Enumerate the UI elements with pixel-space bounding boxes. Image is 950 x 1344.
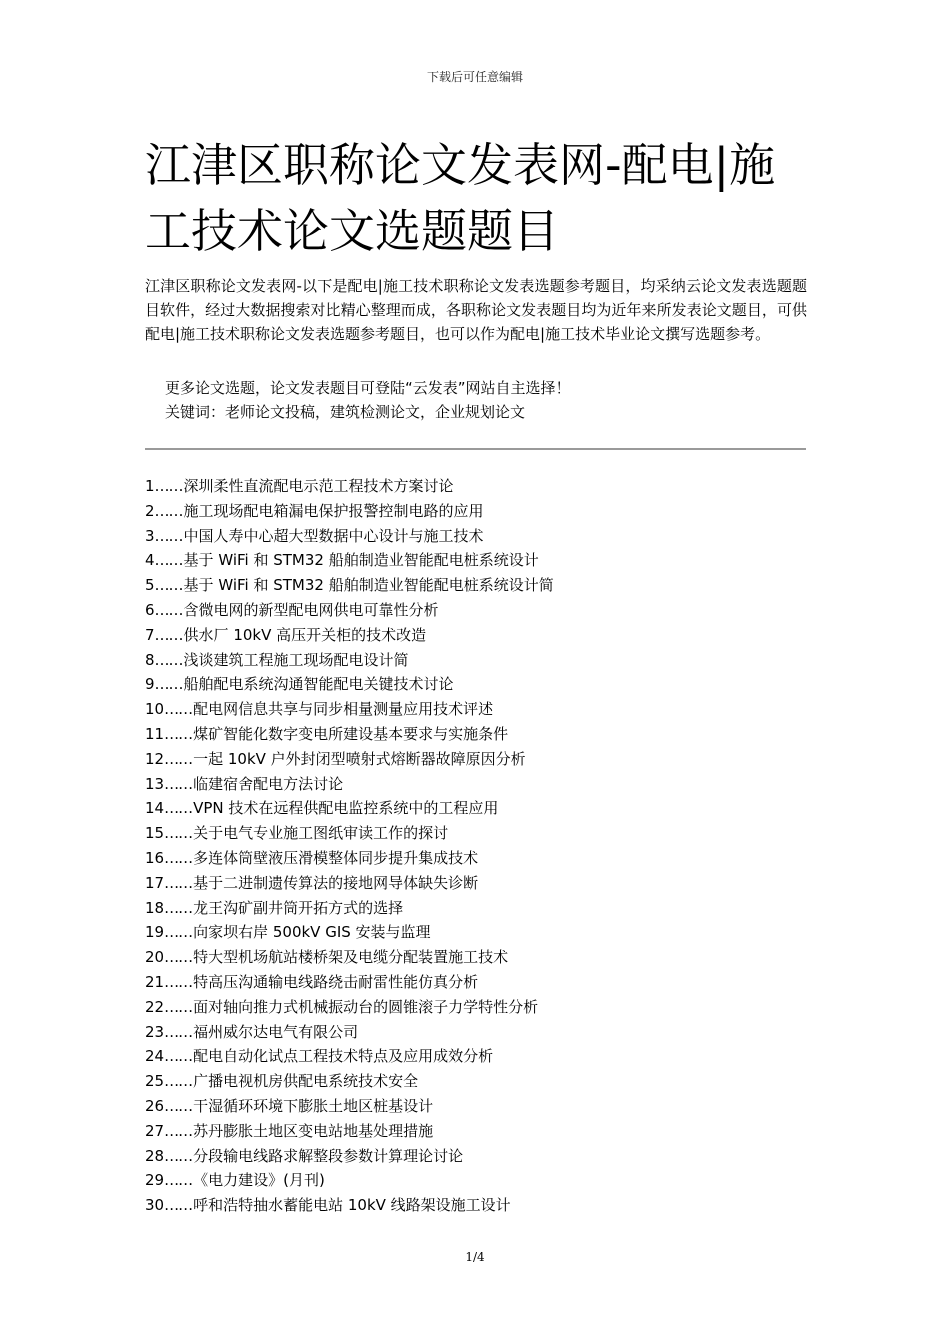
topic-number: 1 <box>145 477 155 495</box>
topic-number: 10 <box>145 700 165 719</box>
topic-number: 5 <box>145 576 155 595</box>
topic-leader-dots: …… <box>164 848 193 867</box>
topic-title: 施工现场配电箱漏电保护报警控制电路的应用 <box>183 501 484 520</box>
list-item <box>145 1168 807 1193</box>
list-item <box>145 920 807 945</box>
topic-leader-dots: …… <box>154 650 183 669</box>
topic-title: 特大型机场航站楼桥架及电缆分配装置施工技术 <box>193 948 509 967</box>
topic-title: 浅谈建筑工程施工现场配电设计简 <box>183 650 409 669</box>
list-item <box>145 796 807 821</box>
topic-title: 福州威尔达电气有限公司 <box>193 1022 359 1041</box>
topic-number: 11 <box>145 724 165 743</box>
topic-list <box>145 474 807 1218</box>
topic-title: 面对轴向推力式机械振动台的圆锥滚子力学特性分析 <box>193 997 539 1016</box>
topic-title: 基于 WiFi 和 STM32 船舶制造业智能配电桩系统设计 <box>183 551 539 570</box>
topic-leader-dots: …… <box>154 576 183 595</box>
topic-leader-dots: …… <box>164 898 193 917</box>
list-item <box>145 995 807 1020</box>
list-item <box>145 722 807 747</box>
intro-paragraph: 江津区职称论文发表网-以下是配电|施工技术职称论文发表选题参考题目，均采纳云论文发表选题题目软件，经过大数据搜索对比精心整理而成，各职称论文发表题目均为近年来所发表论文题目，可供配电|施工技术职称论文发表选题参考题目，也可以作为配电|施工技术毕业论文撰写选题参考。 <box>145 277 807 343</box>
topic-number: 20 <box>145 948 165 967</box>
list-item <box>145 524 807 549</box>
list-item <box>145 772 807 797</box>
topic-leader-dots: …… <box>154 526 183 545</box>
list-item <box>145 474 807 499</box>
list-item <box>145 821 807 846</box>
list-item <box>145 1144 807 1169</box>
keywords-line: 关键词：老师论文投稿，建筑检测论文，企业规划论文 <box>165 403 526 421</box>
topic-number: 21 <box>145 972 165 991</box>
topic-title: 关于电气专业施工图纸审读工作的探讨 <box>193 824 449 843</box>
list-item <box>145 598 807 623</box>
topic-number: 28 <box>145 1146 165 1165</box>
topic-number: 27 <box>145 1121 165 1140</box>
list-item <box>145 499 807 524</box>
topic-number: 29 <box>145 1171 165 1190</box>
topic-leader-dots: …… <box>164 1146 193 1165</box>
topic-title: 中国人寿中心超大型数据中心设计与施工技术 <box>183 526 484 545</box>
topic-number: 23 <box>145 1022 165 1041</box>
list-item <box>145 1193 807 1218</box>
topic-leader-dots: …… <box>164 1121 193 1140</box>
topic-number: 8 <box>145 650 155 669</box>
topic-number: 13 <box>145 774 165 793</box>
list-item <box>145 747 807 772</box>
list-item <box>145 1094 807 1119</box>
list-item <box>145 573 807 598</box>
topic-number: 15 <box>145 824 165 843</box>
topic-number: 3 <box>145 526 155 545</box>
topic-number: 26 <box>145 1096 165 1115</box>
list-item <box>145 1020 807 1045</box>
topic-leader-dots: …… <box>164 700 193 719</box>
topic-title: 干湿循环环境下膨胀土地区桩基设计 <box>193 1096 434 1115</box>
topic-leader-dots: …… <box>154 551 183 570</box>
list-item <box>145 846 807 871</box>
topic-leader-dots: …… <box>154 675 183 694</box>
topic-number: 2 <box>145 501 155 520</box>
topic-title: 《电力建设》(月刊) <box>193 1171 325 1190</box>
topic-number: 22 <box>145 997 165 1016</box>
topic-number: 4 <box>145 551 155 570</box>
topic-title: 供水厂 10kV 高压开关柜的技术改造 <box>183 625 427 644</box>
topic-number: 9 <box>145 675 155 694</box>
topic-title: 多连体筒壁液压滑模整体同步提升集成技术 <box>193 848 479 867</box>
topic-title: 广播电视机房供配电系统技术安全 <box>193 1072 419 1091</box>
topic-number: 16 <box>145 848 165 867</box>
topic-number: 6 <box>145 600 155 619</box>
topic-title: 呼和浩特抽水蓄能电站 10kV 线路架设施工设计 <box>193 1196 511 1215</box>
topic-leader-dots: …… <box>164 799 193 818</box>
list-item <box>145 548 807 573</box>
topic-number: 12 <box>145 749 165 768</box>
topic-leader-dots: …… <box>154 600 183 619</box>
list-item <box>145 697 807 722</box>
topic-title: 深圳柔性直流配电示范工程技术方案讨论 <box>183 477 454 495</box>
topic-title: 向家坝右岸 500kV GIS 安装与监理 <box>193 923 431 942</box>
topic-leader-dots: …… <box>164 972 193 991</box>
topic-leader-dots: …… <box>164 724 193 743</box>
topic-title: 基于二进制遗传算法的接地网导体缺失诊断 <box>193 873 479 892</box>
topic-number: 25 <box>145 1072 165 1091</box>
topic-leader-dots: …… <box>164 1047 193 1066</box>
topic-title: 临建宿舍配电方法讨论 <box>193 774 344 793</box>
topic-title: 配电网信息共享与同步相量测量应用技术评述 <box>193 700 494 719</box>
topic-number: 18 <box>145 898 165 917</box>
topic-leader-dots: …… <box>164 749 193 768</box>
topic-title: 基于 WiFi 和 STM32 船舶制造业智能配电桩系统设计简 <box>183 576 554 595</box>
topic-leader-dots: …… <box>164 997 193 1016</box>
list-item <box>145 871 807 896</box>
list-item <box>145 970 807 995</box>
topic-leader-dots: …… <box>164 873 193 892</box>
divider <box>145 448 806 450</box>
list-item <box>145 896 807 921</box>
list-item <box>145 1119 807 1144</box>
topic-number: 7 <box>145 625 155 644</box>
topic-title: 龙王沟矿副井筒开拓方式的选择 <box>193 898 404 917</box>
topic-title: 苏丹膨胀土地区变电站地基处理措施 <box>193 1121 434 1140</box>
list-item <box>145 1044 807 1069</box>
list-item <box>145 1069 807 1094</box>
topic-title: 船舶配电系统沟通智能配电关键技术讨论 <box>183 675 454 694</box>
topic-title: 含微电网的新型配电网供电可靠性分析 <box>183 600 439 619</box>
topic-leader-dots: …… <box>164 948 193 967</box>
topic-title: 分段输电线路求解整段参数计算理论讨论 <box>193 1146 464 1165</box>
topic-leader-dots: …… <box>164 1171 193 1190</box>
topic-leader-dots: …… <box>164 1096 193 1115</box>
page-number: 1/4 <box>465 1250 485 1264</box>
topic-title: 配电自动化试点工程技术特点及应用成效分析 <box>193 1047 494 1066</box>
topic-number: 19 <box>145 923 165 942</box>
topic-leader-dots: …… <box>164 1022 193 1041</box>
topic-title: 煤矿智能化数字变电所建设基本要求与实施条件 <box>193 724 509 743</box>
topic-number: 30 <box>145 1196 165 1215</box>
list-item <box>145 648 807 673</box>
topic-number: 24 <box>145 1047 165 1066</box>
topic-leader-dots: …… <box>154 501 183 520</box>
topic-number: 14 <box>145 799 165 818</box>
more-topics-note: 更多论文选题，论文发表题目可登陆“云发表”网站自主选择！ <box>165 379 571 397</box>
topic-leader-dots: …… <box>164 923 193 942</box>
topic-number: 17 <box>145 873 165 892</box>
topic-title: 一起 10kV 户外封闭型喷射式熔断器故障原因分析 <box>193 749 526 768</box>
topic-title: 特高压沟通输电线路绕击耐雷性能仿真分析 <box>193 972 479 991</box>
list-item <box>145 672 807 697</box>
topic-leader-dots: …… <box>154 477 183 495</box>
topic-leader-dots: …… <box>164 824 193 843</box>
topic-leader-dots: …… <box>164 1072 193 1091</box>
list-item <box>145 945 807 970</box>
topic-leader-dots: …… <box>154 625 183 644</box>
topic-leader-dots: …… <box>164 1196 193 1215</box>
topic-leader-dots: …… <box>164 774 193 793</box>
list-item <box>145 623 807 648</box>
document-title: 江津区职称论文发表网-配电|施工技术论文选题题目 <box>145 138 776 258</box>
topic-title: VPN 技术在远程供配电监控系统中的工程应用 <box>193 799 499 818</box>
page-header: 下载后可任意编辑 <box>426 70 523 84</box>
